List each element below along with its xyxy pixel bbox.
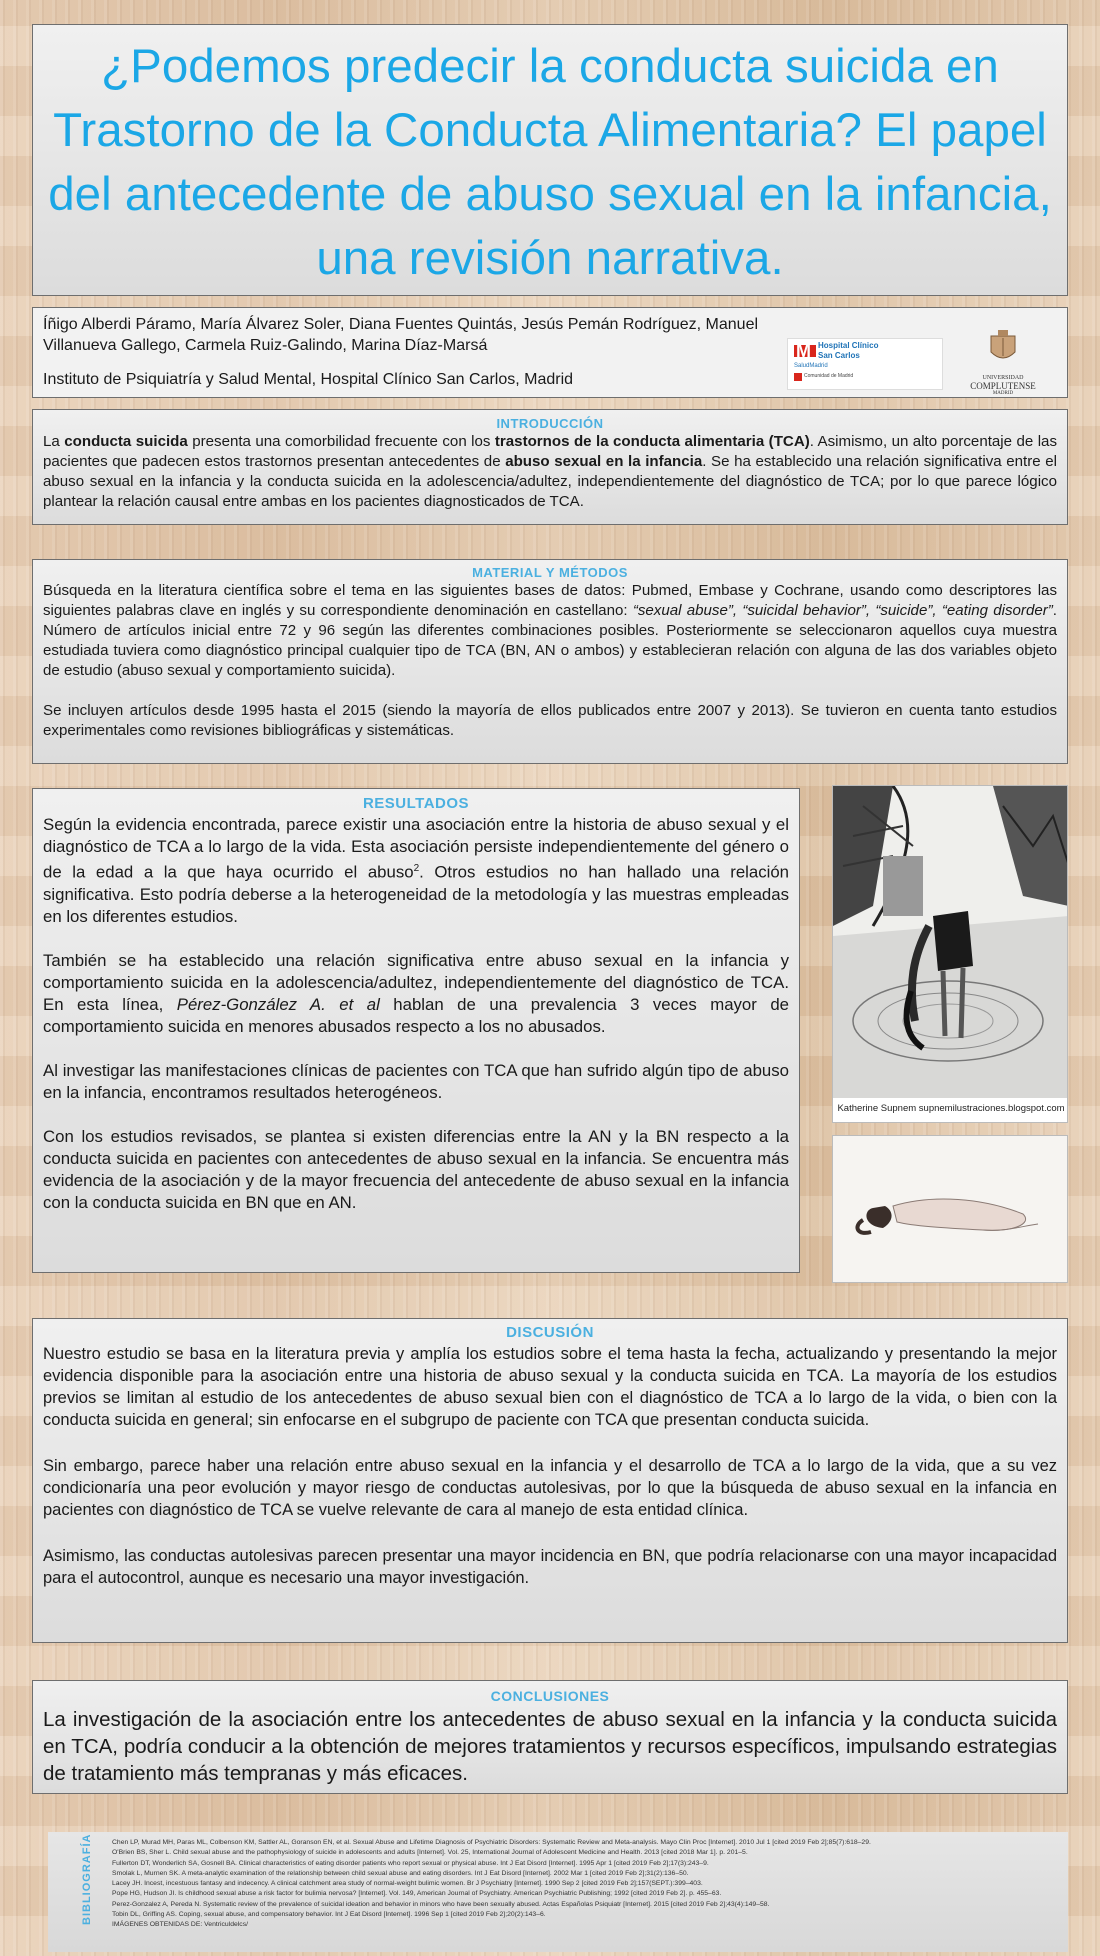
reference-item: Chen LP, Murad MH, Paras ML, Colbenson KM, Sattler AL, Goranson EN, et al. Sexual Abuse and Lifetime Diagnosis of Psychiatric Disorders: Systematic Review and Meta-analysis. Mayo Clin Proc [Internet]. 2010 Jul 1 [cited 2019 Feb 2];85(7):618–29. [112, 1839, 871, 1846]
salud-madrid-text: SaludMadrid [794, 363, 828, 369]
reference-item: Lacey JH. Incest, incestuous fantasy and indecency. A clinical catchment area study of normal-weight bulimic women. Br J Psychiatry [Internet]. 1990 Sep 2 [cited 2019 Feb 2];157(SEPT.):399–403. [112, 1880, 703, 1888]
ucm-logo [951, 330, 1055, 394]
reference-item: IMÁGENES OBTENIDAS DE: Ventriculdelcs/ [112, 1921, 248, 1929]
discussion-heading: DISCUSIÓN [506, 1324, 594, 1341]
authors-list: Íñigo Alberdi Páramo, María Álvarez Soler, Diana Fuentes Quintás, Jesús Pemán Rodríguez, Manuel Villanueva Gallego, Carmela Ruiz-Galindo, Marina Díaz-Marsá [43, 316, 759, 354]
discussion-text-2: Sin embargo, parece haber una relación entre abuso sexual en la infancia y el desarrollo de TCA a lo largo de la vida, que a su vez condicionaría una peor evolución y mayor riesgo de conductas autolesivas, por lo que la búsqueda de abuso sexual en la infancia en pacientes con diagnóstico de TCA se vuelve relevante de cara al manejo de esta entidad clínica. [43, 1457, 1057, 1519]
illustration-kneeling-figure [832, 1135, 1068, 1283]
pencil-sketch-icon [833, 1136, 1068, 1283]
methods-heading: MATERIAL Y MÉTODOS [472, 565, 628, 580]
discussion-text-3: Asimismo, las conductas autolesivas parecen presentar una mayor incidencia en BN, que podría relacionarse con una mayor incapacidad para el autocontrol, aunque es necesario una mayor investigación. [43, 1547, 1057, 1587]
reference-list [112, 1838, 1052, 1931]
introduction-text: La conducta suicida presenta una comorbilidad frecuente con los trastornos de la conducta alimentaria (TCA). Asimismo, un alto porcentaje de las pacientes que padecen estos trastornos presentan antecedentes de abuso sexual en la infancia. Se ha establecido una relación significativa entre el abuso sexual en la infancia y la conducta suicida en la adolescencia/adultez, independientemente del diagnóstico de TCA; por lo que parece lógico plantear la relación causal entre ambas en los pacientes diagnosticados de TCA. [43, 433, 1058, 510]
illustration-woman-water [832, 785, 1068, 1123]
results-text-3: Al investigar las manifestaciones clínicas de pacientes con TCA que han sufrido algún tipo de abuso en la infancia, encontramos resultados heterogéneos. [43, 1060, 789, 1102]
ucm-complutense: COMPLUTENSE [970, 381, 1036, 391]
reference-item: Perez-Gonzalez A, Pereda N. Systematic review of the prevalence of suicidal ideation and behavior in minors who have been sexually abused. Actas Españolas Psiquiatr [Internet]. 2015 [cited 2019 Feb 2];43(4):149–58. [112, 1900, 770, 1908]
ucm-crest-icon [951, 330, 1055, 370]
comunidad-text: Comunidad de Madrid [804, 373, 854, 379]
bibliography-section [48, 1832, 1068, 1952]
introduction-section [32, 409, 1068, 525]
methods-text-1: Búsqueda en la literatura científica sobre el tema en las siguientes bases de datos: Pubmed, Embase y Cochrane, usando como descriptores las siguientes palabras clave en inglés y su correspondiente denominación en castellano: “sexual abuse”, “suicidal behavior”, “suicide”, “eating disorder”. Número de artículos inicial entre 72 y 96 según las diferentes combinaciones posibles. Posteriormente se seleccionaron aquellos cuya muestra estudiada tuviera como diagnóstico principal cualquier tipo de TCA (BN, AN o ambos) y establecieran relación con alguna de las dos variables objeto de estudio (abuso sexual y comportamiento suicida). [43, 582, 1057, 679]
reference-item: Fullerton DT, Wonderlich SA, Gosnell BA. Clinical characteristics of eating disorder patients who report sexual or physical abuse. Int J Eat Disord [Internet]. 1995 Apr 1 [cited 2019 Feb 2];17(3):243–9. [112, 1859, 709, 1867]
discussion-text-1: Nuestro estudio se basa en la literatura previa y amplía los estudios sobre el tema hasta la fecha, actualizando y presentando la mejor evidencia disponible para la asociación entre una historia de abuso sexual y la conducta suicida en TCA. La mayoría de los estudios previos se limitan al estudio de los antecedentes de abuso sexual bien con el diagnóstico de TCA a lo largo de la vida, o bien con la conducta suicida en general; sin enfocarse en el subgrupo de paciente con TCA que presentan conducta suicida. [43, 1345, 1057, 1429]
conclusions-heading: CONCLUSIONES [490, 1688, 610, 1704]
methods-section [32, 559, 1068, 764]
poster-title: ¿Podemos predecir la conducta suicida en Trastorno de la Conducta Alimentaria? El papel del antecedente de abuso sexual en la infancia, una revisión narrativa. [48, 40, 1052, 285]
results-heading: RESULTADOS [362, 795, 470, 812]
conclusions-section [32, 1680, 1068, 1794]
bibliography-label: BIBLIOGRAFÍA [81, 1833, 93, 1925]
reference-item: Smolak L, Murnen SK. A meta-analytic examination of the relationship between child sexual abuse and eating disorders. Int J Eat Disord [Internet]. 2002 Mar 1 [cited 2019 Feb 2];31(2):136–50. [112, 1869, 689, 1877]
authors-panel [32, 307, 1068, 398]
introduction-heading: INTRODUCCIÓN [496, 416, 604, 431]
hospital-clinico-logo: M Hospital Clínico San Carlos SaludMadrid Comunidad de Madrid [787, 338, 943, 390]
image-caption: Katherine Supnem supnemilustraciones.blogspot.com [833, 1098, 1068, 1123]
title-panel [32, 24, 1068, 296]
reference-item: Tobin DL, Griffing AS. Coping, sexual abuse, and compensatory behavior. Int J Eat Disord [Internet]. 1996 Sep 1 [cited 2019 Feb 2];20(2):143–6. [112, 1911, 546, 1919]
ucm-universidad: UNIVERSIDAD [982, 375, 1024, 381]
affiliation: Instituto de Psiquiatría y Salud Mental, Hospital Clínico San Carlos, Madrid [43, 371, 574, 388]
reference-item: Pope HG, Hudson JI. Is childhood sexual abuse a risk factor for bulimia nervosa? [Internet]. Vol. 149, American Journal of Psychiatry. American Psychiatric Publishing; 1992 [cited 2019 Feb 2]. p. 455–63. [112, 1890, 722, 1898]
results-text-1: Según la evidencia encontrada, parece existir una asociación entre la historia de abuso sexual y el diagnóstico de TCA a lo largo de la vida. Esta asociación persiste independientemente del género o de la edad a la que haya ocurrido el abuso$^2$. Otros estudios no han hallado una relación significativa. Esto podría deberse a la heterogeneidad de la metodología y las muestras empleadas en los diferentes estudios. [43, 815, 789, 926]
hospital-name-line1: Hospital Clínico [818, 341, 879, 350]
conclusions-text: La investigación de la asociación entre los antecedentes de abuso sexual en la infancia y la conducta suicida en TCA, podría conducir a la obtención de mejores tratamientos y recursos específicos, impulsando estrategias de tratamiento más tempranas y más eficaces. [43, 1708, 1057, 1785]
discussion-section [32, 1318, 1068, 1643]
results-text-2: También se ha establecido una relación significativa entre abuso sexual en la infancia y comportamiento suicida en la adolescencia/adultez, independientemente del diagnóstico de TCA. En esta línea, Pérez-González A. et al hablan de una prevalencia 3 veces mayor de comportamiento suicida en menores abusados respecto a los no abusados. [43, 950, 789, 1036]
results-text-4: Con los estudios revisados, se plantea si existen diferencias entre la AN y la BN respecto a la conducta suicida en pacientes con antecedentes de abuso sexual en la infancia. Se encuentra más evidencia de la asociación y de la mayor frecuencia del antecedente de abuso sexual en la infancia con la conducta suicida en BN que en AN. [43, 1126, 789, 1212]
methods-text-2: Se incluyen artículos desde 1995 hasta el 2015 (siendo la mayoría de ellos publicados entre 2007 y 2013). Se tuvieron en cuenta tanto estudios experimentales como revisiones bibliográficas y sistemáticas. [43, 702, 1057, 739]
reference-item: O'Brien BS, Sher L. Child sexual abuse and the pathophysiology of suicide in adolescents and adults [Internet]. Vol. 25, International Journal of Adolescent Medicine and Health. 2013 [cited 2018 Mar 1]. p. 201–5. [112, 1849, 748, 1857]
ucm-madrid: MADRID [992, 391, 1014, 396]
ink-illustration-icon [833, 786, 1068, 1098]
hospital-name-line2: San Carlos [818, 351, 860, 360]
results-section [32, 788, 800, 1273]
